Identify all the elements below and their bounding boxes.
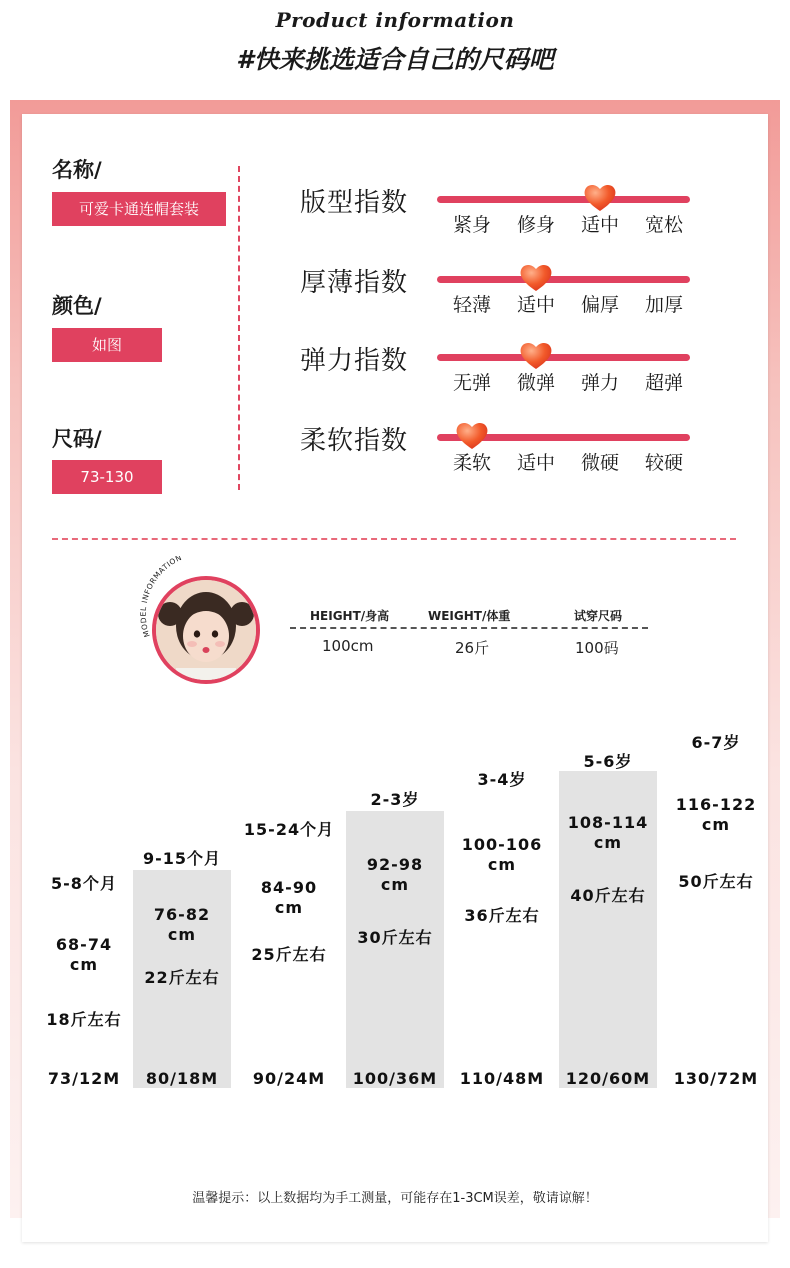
size-code: 80/18M xyxy=(145,1069,219,1088)
index-option: 适中 xyxy=(516,294,555,316)
size-code: 120/60M xyxy=(565,1069,651,1088)
size-age: 5-8个月 xyxy=(51,874,117,893)
index-option: 微弹 xyxy=(516,372,555,394)
size-label: 尺码/ xyxy=(52,427,102,451)
size-weight: 40斤左右 xyxy=(570,886,646,905)
size-age: 6-7岁 xyxy=(691,733,741,752)
index-title: 柔软指数 xyxy=(300,426,409,456)
index-title: 版型指数 xyxy=(300,188,409,218)
index-option: 适中 xyxy=(516,452,555,474)
size-height: 108-114 cm xyxy=(567,813,649,852)
size-height: 76-82 cm xyxy=(153,905,211,944)
heart-marker-icon xyxy=(455,421,489,451)
size-age: 15-24个月 xyxy=(243,820,335,839)
size-weight: 25斤左右 xyxy=(251,945,327,964)
size-column-shade xyxy=(346,811,444,1088)
fit-size-value: 100码 xyxy=(575,639,619,657)
color-value: 如图 xyxy=(52,328,162,362)
size-weight: 30斤左右 xyxy=(357,928,433,947)
size-weight: 22斤左右 xyxy=(144,968,220,987)
size-height: 84-90 cm xyxy=(260,878,318,917)
index-option: 柔软 xyxy=(452,452,491,474)
heart-marker-icon xyxy=(519,341,553,371)
index-option: 偏厚 xyxy=(580,294,619,316)
fit-size-header: 试穿尺码 xyxy=(574,609,623,623)
header-title-cn: #快来挑选适合自己的尺码吧 xyxy=(236,45,554,74)
size-code: 130/72M xyxy=(673,1069,759,1088)
index-option: 修身 xyxy=(516,214,555,236)
model-info-divider xyxy=(290,627,648,629)
index-option: 弹力 xyxy=(580,372,619,394)
svg-text:MODEL INFORMATION: MODEL INFORMATION xyxy=(138,556,184,639)
vertical-divider xyxy=(238,166,240,490)
size-age: 9-15个月 xyxy=(142,849,222,868)
heart-marker-icon xyxy=(583,183,617,213)
size-weight: 36斤左右 xyxy=(464,906,540,925)
index-title: 厚薄指数 xyxy=(300,268,409,298)
index-slider-track xyxy=(437,196,690,203)
index-option: 超弹 xyxy=(644,372,683,394)
index-option: 加厚 xyxy=(644,294,683,316)
name-value: 可爱卡通连帽套装 xyxy=(52,192,226,226)
size-height: 100-106 cm xyxy=(461,835,543,874)
height-value: 100cm xyxy=(322,637,374,655)
index-slider-track xyxy=(437,354,690,361)
size-age: 2-3岁 xyxy=(370,790,420,809)
index-option: 轻薄 xyxy=(452,294,491,316)
height-header: HEIGHT/身高 xyxy=(310,609,390,623)
size-code: 100/36M xyxy=(352,1069,438,1088)
girl-portrait-icon xyxy=(156,580,256,680)
header-title-en: Product information xyxy=(275,8,515,32)
size-code: 110/48M xyxy=(459,1069,545,1088)
index-option: 适中 xyxy=(580,214,619,236)
index-option: 紧身 xyxy=(452,214,491,236)
size-weight: 18斤左右 xyxy=(46,1010,122,1029)
size-age: 5-6岁 xyxy=(583,752,633,771)
size-value: 73-130 xyxy=(52,460,162,494)
model-avatar xyxy=(152,576,260,684)
index-option: 微硬 xyxy=(580,452,619,474)
index-slider-track xyxy=(437,276,690,283)
footnote: 温馨提示：以上数据均为手工测量，可能存在1-3CM误差，敬请谅解！ xyxy=(192,1191,598,1206)
size-height: 92-98 cm xyxy=(366,855,424,894)
size-code: 90/24M xyxy=(252,1069,326,1088)
name-label: 名称/ xyxy=(52,158,102,182)
size-height: 116-122 cm xyxy=(675,795,757,834)
color-label: 颜色/ xyxy=(52,294,102,318)
index-option: 无弹 xyxy=(452,372,491,394)
size-height: 68-74 cm xyxy=(55,935,113,974)
horizontal-divider xyxy=(52,538,736,540)
size-weight: 50斤左右 xyxy=(678,872,754,891)
weight-header: WEIGHT/体重 xyxy=(428,609,511,623)
size-code: 73/12M xyxy=(47,1069,121,1088)
weight-value: 26斤 xyxy=(455,639,490,657)
heart-marker-icon xyxy=(519,263,553,293)
index-option: 较硬 xyxy=(644,452,683,474)
size-age: 3-4岁 xyxy=(477,770,527,789)
index-title: 弹力指数 xyxy=(300,346,409,376)
index-option: 宽松 xyxy=(644,214,683,236)
